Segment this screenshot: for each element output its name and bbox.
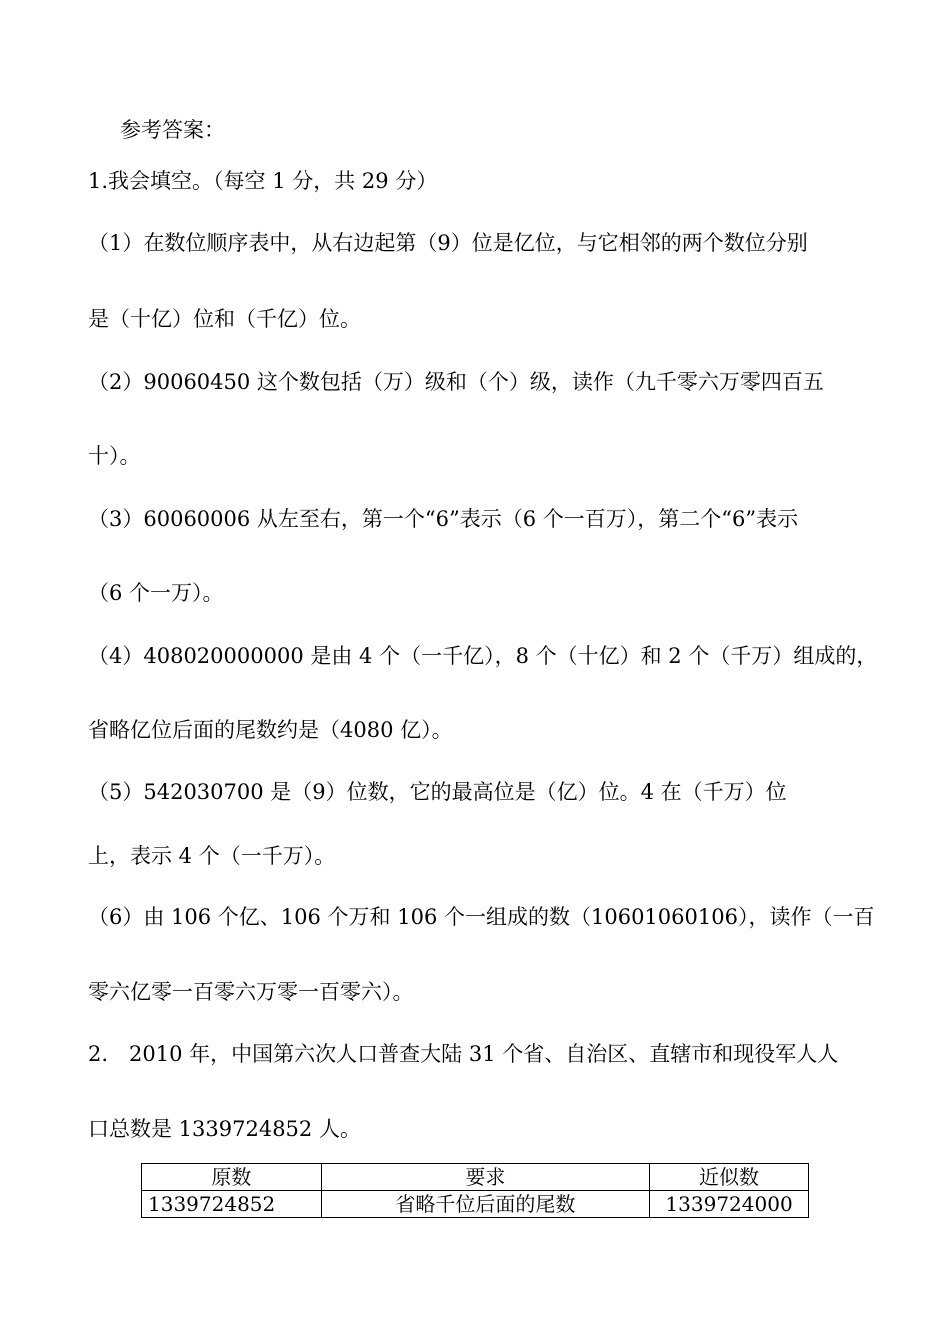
q6-line1: （6）由 106 个亿、106 个万和 106 个一组成的数（10601060106），读作（一百 [88,905,875,929]
section2-line1: 2. 2010 年，中国第六次人口普查大陆 31 个省、自治区、直辖市和现役军人人 [88,1042,839,1066]
header-requirement: 要求 [321,1164,649,1191]
table-row [142,1191,809,1218]
answer-heading: 参考答案： [120,118,225,142]
header-approximate-number: 近似数 [650,1164,809,1191]
q3-line2: （6 个一万）。 [88,581,224,605]
q1-line1: （1）在数位顺序表中，从右边起第（9）位是亿位，与它相邻的两个数位分别 [88,231,808,255]
table-header-row [142,1164,809,1191]
section2-line2: 口总数是 1339724852 人。 [88,1117,361,1141]
q2-line1: （2）90060450 这个数包括（万）级和（个）级，读作（九千零六万零四百五 [88,370,824,394]
q4-line2: 省略亿位后面的尾数约是（4080 亿）。 [88,718,453,742]
q2-line2: 十）。 [88,444,141,468]
approximation-table [141,1163,809,1218]
cell-original-number: 1339724852 [142,1191,322,1218]
section1-title: 1.我会填空。（每空 1 分，共 29 分） [88,169,438,193]
q3-line1: （3）60060006 从左至右，第一个“6”表示（6 个一百万），第二个“6”表示 [88,507,799,531]
cell-requirement: 省略千位后面的尾数 [321,1191,649,1218]
q5-line1: （5）542030700 是（9）位数，它的最高位是（亿）位。4 在（千万）位 [88,780,787,804]
q6-line2: 零六亿零一百零六万零一百零六）。 [88,980,414,1004]
q1-line2: 是（十亿）位和（千亿）位。 [88,307,361,331]
header-original-number: 原数 [142,1164,322,1191]
q4-line1: （4）408020000000 是由 4 个（一千亿），8 个（十亿）和 2 个（千万）组成的， [88,644,878,668]
cell-approximate-number: 1339724000 [650,1191,809,1218]
q5-line2: 上，表示 4 个（一千万）。 [88,844,336,868]
